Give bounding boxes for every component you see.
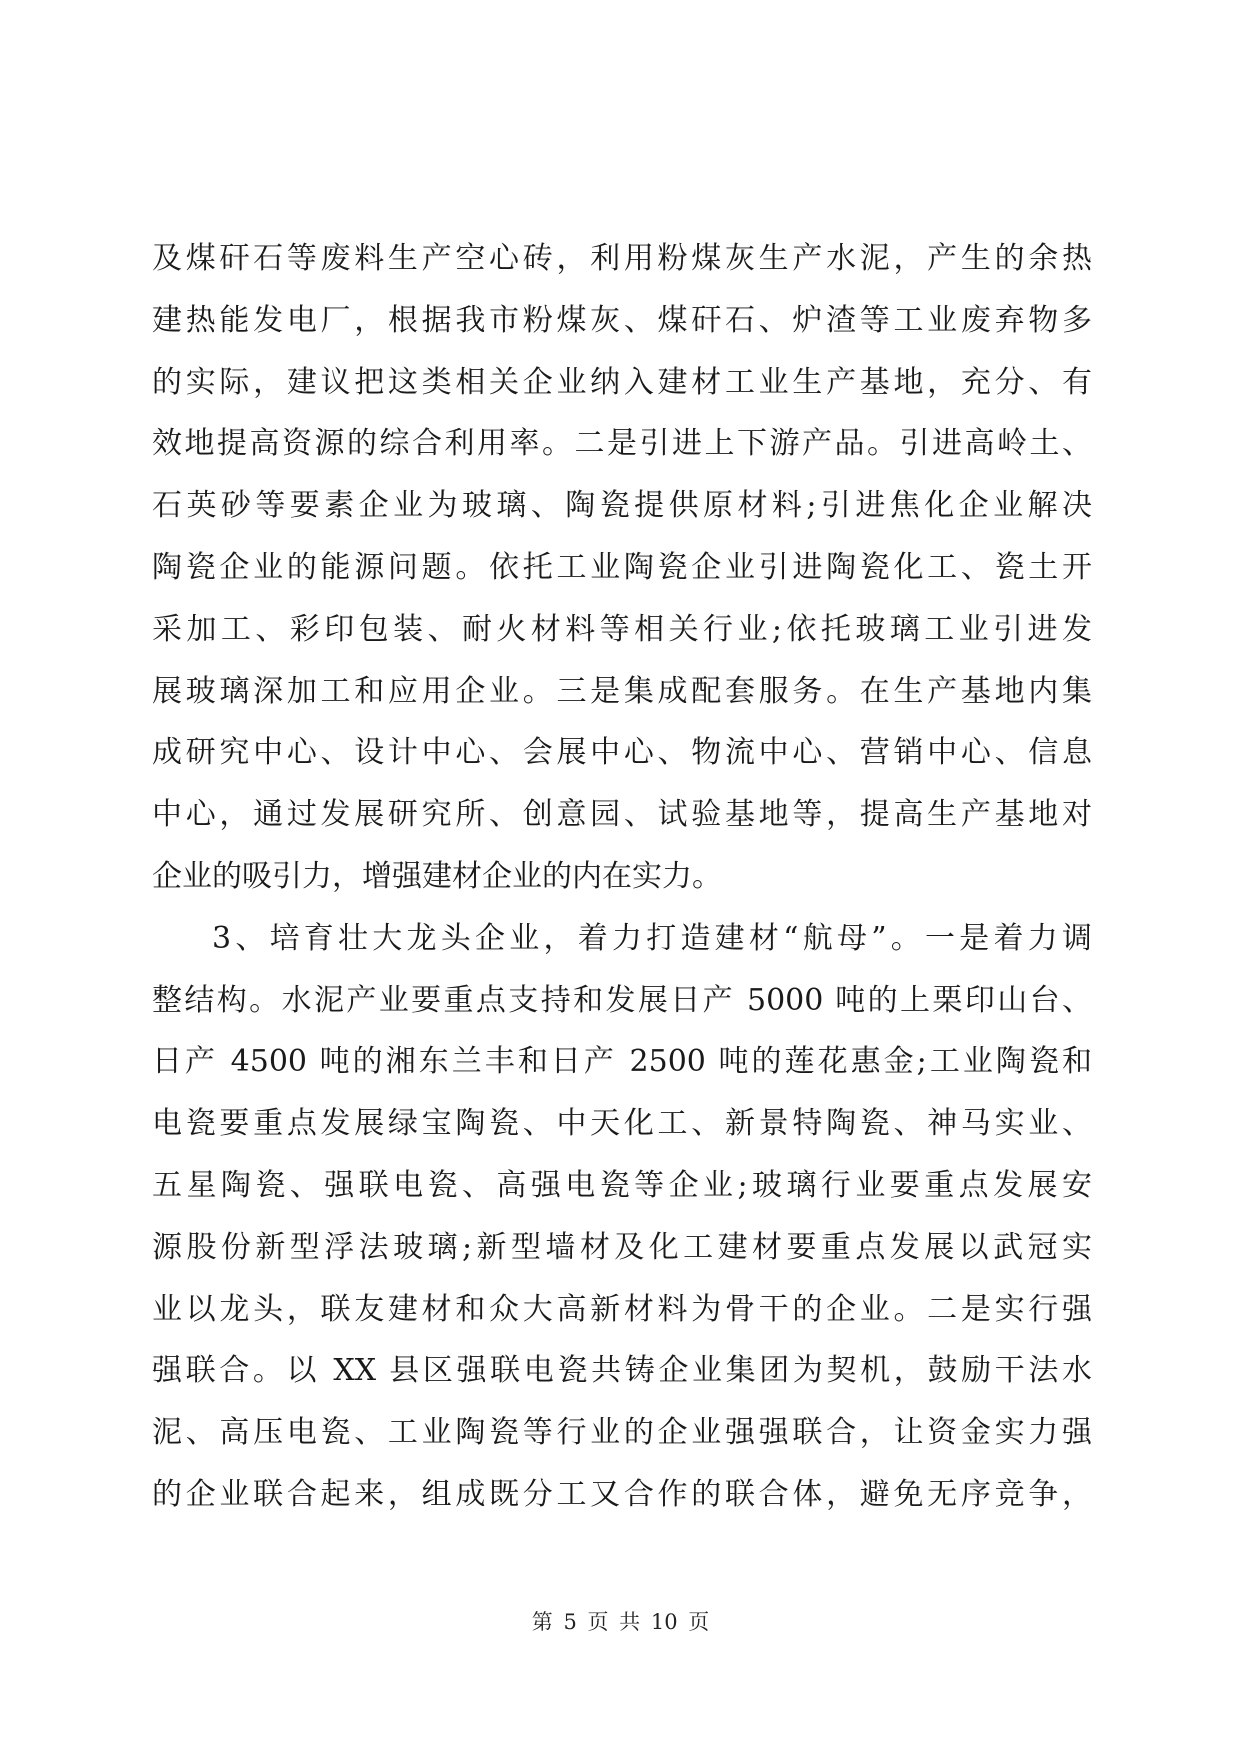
- text-line: 采加工、彩印包装、耐火材料等相关行业;依托玻璃工业引进发: [152, 611, 1092, 647]
- text-line: 效地提高资源的综合利用率。二是引进上下游产品。引进高岭土、: [152, 426, 1092, 462]
- text-line: 日产 4500 吨的湘东兰丰和日产 2500 吨的莲花惠金;工业陶瓷和: [152, 1044, 1092, 1080]
- text-line: 及煤矸石等废料生产空心砖，利用粉煤灰生产水泥，产生的余热: [152, 241, 1092, 276]
- text-line: 的实际，建议把这类相关企业纳入建材工业生产基地，充分、有: [152, 364, 1092, 400]
- text-line: 业以龙头，联友建材和众大高新材料为骨干的企业。二是实行强: [152, 1291, 1092, 1327]
- text-line: 成研究中心、设计中心、会展中心、物流中心、营销中心、信息: [152, 735, 1092, 771]
- text-line: 企业的吸引力，增强建材企业的内在实力。: [152, 858, 722, 894]
- text-line: 电瓷要重点发展绿宝陶瓷、中天化工、新景特陶瓷、神马实业、: [152, 1106, 1092, 1142]
- text-line: 强联合。以 XX 县区强联电瓷共铸企业集团为契机，鼓励干法水: [152, 1353, 1092, 1389]
- text-line: 石英砂等要素企业为玻璃、陶瓷提供原材料;引进焦化企业解决: [152, 488, 1092, 524]
- text-line: 整结构。水泥产业要重点支持和发展日产 5000 吨的上栗印山台、: [152, 982, 1092, 1018]
- text-line: 中心，通过发展研究所、创意园、试验基地等，提高生产基地对: [152, 797, 1092, 833]
- text-line: 五星陶瓷、强联电瓷、高强电瓷等企业;玻璃行业要重点发展安: [152, 1167, 1092, 1203]
- text-line: 泥、高压电瓷、工业陶瓷等行业的企业强强联合，让资金实力强: [152, 1415, 1092, 1451]
- text-line: 陶瓷企业的能源问题。依托工业陶瓷企业引进陶瓷化工、瓷土开: [152, 549, 1092, 585]
- text-line: 展玻璃深加工和应用企业。三是集成配套服务。在生产基地内集: [152, 673, 1092, 709]
- paragraph-start-line: 3、培育壮大龙头企业，着力打造建材“航母”。一是着力调: [212, 920, 1092, 956]
- body-text: [152, 228, 1092, 1526]
- text-line: 建热能发电厂，根据我市粉煤灰、煤矸石、炉渣等工业废弃物多: [152, 302, 1092, 338]
- page-number-footer: 第 5 页 共 10 页: [531, 1610, 710, 1634]
- text-line: 的企业联合起来，组成既分工又合作的联合体，避免无序竞争，: [152, 1476, 1092, 1512]
- text-line: 源股份新型浮法玻璃;新型墙材及化工建材要重点发展以武冠实: [152, 1229, 1092, 1265]
